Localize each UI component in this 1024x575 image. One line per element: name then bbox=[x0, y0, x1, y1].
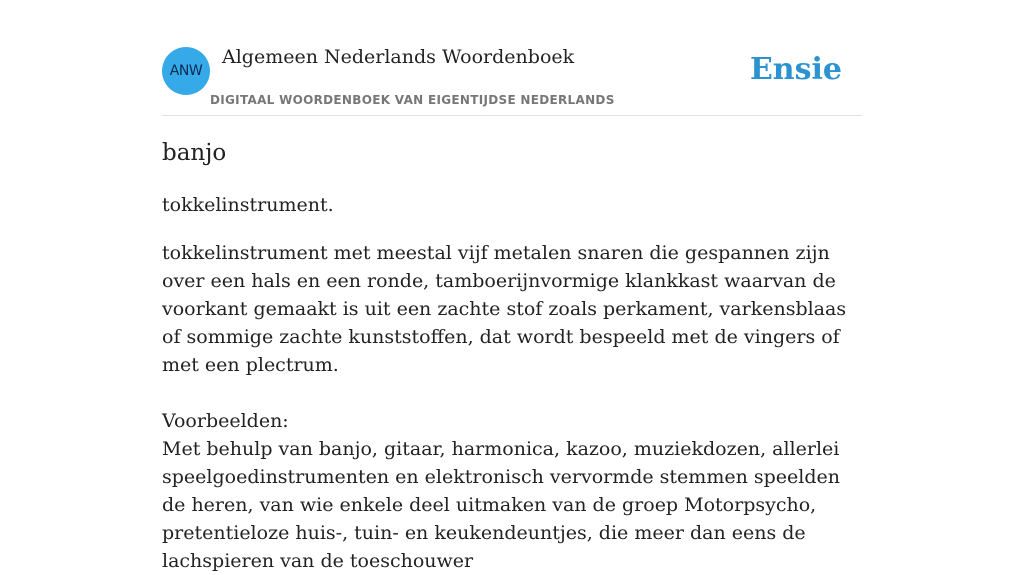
full-definition: tokkelinstrument met meestal vijf metalen snaren die gespannen zijn over een hals en een ronde, tamboerijnvormige klankkast waarvan de voorkant gemaakt is uit een zachte stof zoals perkament, varkensblaas of sommige zachte kunststoffen, dat wordt bespeeld met de vingers of met een plectrum. bbox=[162, 242, 847, 376]
example-text: Met behulp van banjo, gitaar, harmonica, kazoo, muziekdozen, allerlei speelgoedinstrumenten en elektronisch vervormde stemmen speelden de heren, van wie enkele deel uitmaken van de groep Motorpsycho, pretentieloze huis-, tuin- en keukendeuntjes, die meer dan eens de lachspieren van de toeschouwer bbox=[162, 438, 840, 572]
anw-logo[interactable]: ANW bbox=[162, 47, 210, 95]
paragraph-gap bbox=[162, 379, 862, 407]
entry-headword: banjo bbox=[162, 140, 227, 166]
site-title[interactable]: Algemeen Nederlands Woordenboek bbox=[222, 46, 575, 68]
entry-body bbox=[162, 239, 862, 575]
site-subtitle: DIGITAAL WOORDENBOEK VAN EIGENTIJDSE NEDERLANDS bbox=[210, 93, 615, 107]
site-header bbox=[162, 0, 862, 116]
examples-label: Voorbeelden: bbox=[162, 410, 289, 432]
short-definition: tokkelinstrument. bbox=[162, 194, 334, 216]
ensie-brand-logo[interactable]: Ensie bbox=[749, 52, 842, 87]
